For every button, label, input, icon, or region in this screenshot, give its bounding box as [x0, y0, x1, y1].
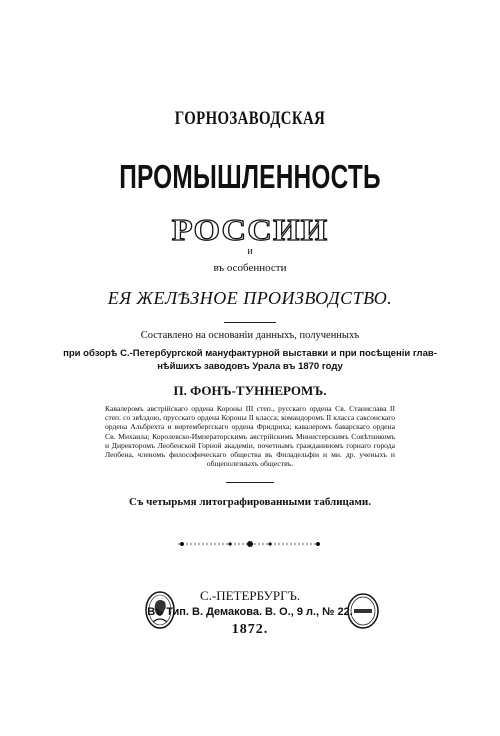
- imprint-city: С.-ПЕТЕРБУРГЪ.: [199, 588, 301, 603]
- author-name: П. ФОНЪ-ТУННЕРОМЪ.: [173, 383, 327, 398]
- seal-stamp-icon: [346, 592, 380, 630]
- compiled-line-1: Составлено на основаніи данныхъ, полученныхъ: [140, 330, 360, 341]
- imprint-printer: Въ Тип. В. Демакова. В. О., 9 л., № 22.: [147, 606, 353, 618]
- ornament-rule-icon: [178, 540, 322, 548]
- title-conjunction: и: [247, 246, 253, 257]
- compiled-line-3: нѣйшихъ заводовъ Урала въ 1870 году: [157, 361, 343, 372]
- title-line-1: ГОРНОЗАВОДСКАЯ: [174, 108, 326, 129]
- imprint-year: 1872.: [231, 622, 269, 637]
- title-line-3: РОССИИ: [171, 212, 329, 247]
- tables-note: Съ четырьмя литографированными таблицами.: [129, 496, 371, 508]
- title-especially: въ особенности: [213, 262, 287, 274]
- author-honors: Кавалеромъ австрійскаго ордена Короны III степ., русскаго ордена Св. Станислава II степ. со звѣздою, прусскаго ордена Короны II класса; командоромъ II класса саксонскаго ордена Альбрехта и виртембергскаго ордена Фридриха; кавалеромъ баварскаго ордена Св. Михаила; Королевско-Императорскимъ австрійскимъ Министерскимъ Совѣтникомъ и Директоромъ Леобенской Горной академіи, почетнымъ гражданиномъ горнаго города Леобена, членомъ философическаго общества въ Филадельфіи и мн. др. ученыхъ и общеполезныхъ обществъ.: [105, 404, 395, 469]
- title-line-2: ПРОМЫШЛЕННОСТЬ: [119, 158, 381, 195]
- divider-rule: [224, 322, 276, 323]
- compiled-line-2: при обзорѣ С.-Петербургской мануфактурной выставки и при посѣщеніи глав-: [63, 348, 437, 359]
- divider-rule: [226, 482, 274, 483]
- title-line-4: ЕЯ ЖЕЛѢЗНОЕ ПРОИЗВОДСТВО.: [107, 288, 393, 308]
